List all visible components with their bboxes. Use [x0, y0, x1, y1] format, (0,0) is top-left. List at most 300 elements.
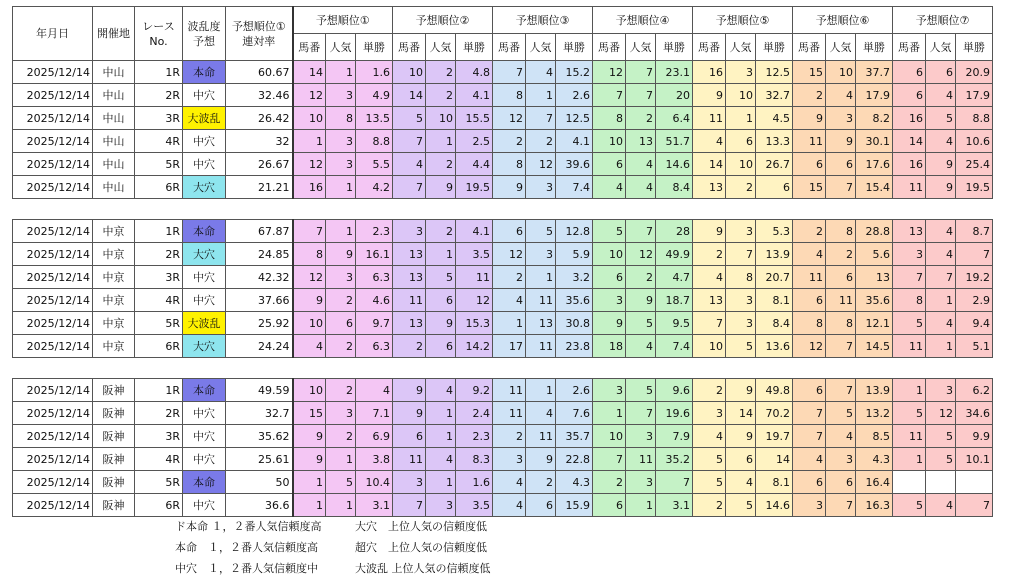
cell-win-odds: 9.2 [456, 379, 493, 402]
cell-rate: 32.7 [226, 402, 293, 425]
cell-popularity: 4 [926, 84, 956, 107]
cell-win-odds: 51.7 [656, 130, 693, 153]
cell-popularity: 4 [426, 379, 456, 402]
cell-level-badge: 中穴 [183, 153, 226, 176]
cell-popularity: 5 [926, 425, 956, 448]
cell-horse-no: 14 [293, 61, 326, 84]
cell-popularity: 4 [826, 425, 856, 448]
cell-popularity: 5 [826, 402, 856, 425]
cell-date: 2025/12/14 [13, 243, 93, 266]
cell-win-odds: 8.5 [856, 425, 893, 448]
cell-win-odds: 2.3 [456, 425, 493, 448]
cell-horse-no: 5 [893, 402, 926, 425]
cell-popularity: 7 [526, 107, 556, 130]
cell-popularity: 4 [926, 220, 956, 243]
cell-horse-no: 6 [793, 289, 826, 312]
cell-horse-no: 2 [693, 243, 726, 266]
cell-level-badge: 中穴 [183, 266, 226, 289]
cell-win-odds: 6.2 [956, 379, 993, 402]
cell-horse-no: 9 [693, 220, 726, 243]
cell-win-odds: 3.1 [356, 494, 393, 517]
cell-horse-no: 2 [693, 494, 726, 517]
header-sub: 馬番 [293, 34, 326, 61]
cell-horse-no: 10 [293, 312, 326, 335]
cell-popularity: 1 [426, 471, 456, 494]
table-row [13, 312, 993, 335]
cell-win-odds: 8.8 [356, 130, 393, 153]
cell-horse-no: 7 [393, 494, 426, 517]
cell-popularity: 1 [926, 335, 956, 358]
cell-horse-no: 9 [393, 379, 426, 402]
cell-win-odds: 5.5 [356, 153, 393, 176]
cell-rate: 25.61 [226, 448, 293, 471]
header-group-7: 予想順位⑦ [893, 7, 993, 34]
cell-popularity: 9 [726, 379, 756, 402]
cell-win-odds: 10.4 [356, 471, 393, 494]
cell-venue: 中京 [93, 289, 135, 312]
header-sub: 馬番 [793, 34, 826, 61]
cell-horse-no: 8 [593, 107, 626, 130]
cell-horse-no: 13 [693, 289, 726, 312]
legend-row [175, 558, 491, 579]
cell-race: 5R [135, 153, 183, 176]
cell-level-badge: 中穴 [183, 402, 226, 425]
cell-popularity: 2 [526, 130, 556, 153]
cell-win-odds: 11 [456, 266, 493, 289]
cell-popularity: 6 [826, 153, 856, 176]
cell-win-odds: 6.9 [356, 425, 393, 448]
cell-venue: 中山 [93, 61, 135, 84]
cell-level-badge: 中穴 [183, 84, 226, 107]
cell-win-odds: 4.6 [356, 289, 393, 312]
cell-race: 4R [135, 289, 183, 312]
cell-popularity: 1 [326, 494, 356, 517]
cell-win-odds: 7 [656, 471, 693, 494]
cell-win-odds: 19.5 [456, 176, 493, 199]
header-sub: 馬番 [593, 34, 626, 61]
cell-popularity: 4 [926, 312, 956, 335]
cell-win-odds: 13.6 [756, 335, 793, 358]
cell-win-odds: 1.6 [456, 471, 493, 494]
cell-horse-no: 16 [893, 107, 926, 130]
header-group-5: 予想順位⑤ [693, 7, 793, 34]
cell-win-odds: 4.3 [856, 448, 893, 471]
cell-level-badge: 大穴 [183, 335, 226, 358]
cell-level-badge: 本命 [183, 379, 226, 402]
cell-win-odds: 7.6 [556, 402, 593, 425]
cell-horse-no: 7 [793, 402, 826, 425]
cell-popularity: 4 [426, 448, 456, 471]
cell-popularity: 14 [726, 402, 756, 425]
cell-popularity: 3 [326, 402, 356, 425]
cell-horse-no: 4 [693, 130, 726, 153]
cell-win-odds: 22.8 [556, 448, 593, 471]
cell-win-odds: 2.5 [456, 130, 493, 153]
cell-popularity: 4 [626, 176, 656, 199]
header-sub: 人気 [826, 34, 856, 61]
cell-win-odds: 4.7 [656, 266, 693, 289]
cell-horse-no: 8 [293, 243, 326, 266]
cell-horse-no: 9 [293, 448, 326, 471]
cell-popularity: 8 [826, 220, 856, 243]
cell-horse-no: 16 [693, 61, 726, 84]
cell-win-odds: 3.1 [656, 494, 693, 517]
cell-win-odds: 4.1 [456, 220, 493, 243]
cell-win-odds: 8.7 [956, 220, 993, 243]
cell-win-odds: 14.2 [456, 335, 493, 358]
cell-win-odds: 23.8 [556, 335, 593, 358]
cell-win-odds: 12.5 [556, 107, 593, 130]
table-row [13, 61, 993, 84]
cell-date: 2025/12/14 [13, 176, 93, 199]
cell-popularity: 5 [326, 471, 356, 494]
cell-horse-no: 6 [593, 494, 626, 517]
cell-win-odds: 12.5 [756, 61, 793, 84]
cell-popularity: 7 [826, 176, 856, 199]
cell-horse-no: 4 [693, 425, 726, 448]
cell-date: 2025/12/14 [13, 425, 93, 448]
legend-value: 大波乱 上位人気の信頼度低 [355, 562, 491, 575]
cell-race: 3R [135, 107, 183, 130]
header-sub: 馬番 [693, 34, 726, 61]
cell-win-odds: 9.7 [356, 312, 393, 335]
cell-horse-no: 3 [593, 289, 626, 312]
cell-level-badge: 大波乱 [183, 312, 226, 335]
cell-horse-no: 4 [293, 335, 326, 358]
cell-date: 2025/12/14 [13, 471, 93, 494]
cell-win-odds: 20 [656, 84, 693, 107]
cell-horse-no: 9 [593, 312, 626, 335]
cell-win-odds: 8.4 [656, 176, 693, 199]
cell-win-odds: 30.8 [556, 312, 593, 335]
table-row [13, 153, 993, 176]
cell-rate: 25.92 [226, 312, 293, 335]
cell-level-badge: 本命 [183, 61, 226, 84]
header-rate: 予想順位① 連対率 [226, 7, 293, 61]
cell-race: 3R [135, 425, 183, 448]
header-sub: 単勝 [356, 34, 393, 61]
cell-popularity: 3 [326, 266, 356, 289]
table-row [13, 176, 993, 199]
cell-popularity: 10 [826, 61, 856, 84]
cell-horse-no: 5 [393, 107, 426, 130]
table-row [13, 402, 993, 425]
cell-horse-no: 13 [393, 266, 426, 289]
cell-popularity: 3 [926, 379, 956, 402]
cell-popularity: 5 [426, 266, 456, 289]
cell-popularity: 4 [626, 153, 656, 176]
cell-horse-no: 6 [493, 220, 526, 243]
cell-venue: 阪神 [93, 471, 135, 494]
header-sub: 馬番 [493, 34, 526, 61]
cell-horse-no: 11 [893, 425, 926, 448]
cell-win-odds: 6.3 [356, 266, 393, 289]
cell-popularity: 2 [426, 153, 456, 176]
cell-horse-no: 16 [293, 176, 326, 199]
cell-horse-no: 2 [793, 84, 826, 107]
header-race: レース No. [135, 7, 183, 61]
table-row [13, 335, 993, 358]
cell-horse-no: 7 [593, 448, 626, 471]
cell-horse-no: 1 [593, 402, 626, 425]
block-gap [13, 358, 993, 379]
legend-key: 本命 １，２番人気信頼度高 [175, 541, 318, 554]
cell-horse-no: 7 [793, 425, 826, 448]
header-sub: 単勝 [556, 34, 593, 61]
cell-win-odds: 7 [956, 243, 993, 266]
cell-win-odds: 35.2 [656, 448, 693, 471]
cell-horse-no: 1 [293, 494, 326, 517]
table-row [13, 130, 993, 153]
cell-horse-no: 4 [493, 471, 526, 494]
cell-horse-no: 2 [393, 335, 426, 358]
cell-horse-no: 3 [593, 379, 626, 402]
cell-horse-no: 5 [893, 312, 926, 335]
cell-race: 5R [135, 312, 183, 335]
cell-popularity [926, 471, 956, 494]
cell-popularity: 1 [326, 448, 356, 471]
cell-win-odds: 35.6 [856, 289, 893, 312]
cell-win-odds: 6.4 [656, 107, 693, 130]
cell-horse-no: 6 [393, 425, 426, 448]
cell-date: 2025/12/14 [13, 494, 93, 517]
cell-popularity: 9 [626, 289, 656, 312]
cell-horse-no: 4 [793, 243, 826, 266]
cell-venue: 中山 [93, 84, 135, 107]
cell-horse-no: 11 [493, 402, 526, 425]
cell-win-odds: 3.5 [456, 494, 493, 517]
cell-popularity: 6 [426, 289, 456, 312]
cell-venue: 中京 [93, 220, 135, 243]
cell-win-odds: 14.5 [856, 335, 893, 358]
table-row [13, 425, 993, 448]
cell-win-odds: 4.5 [756, 107, 793, 130]
cell-horse-no: 6 [893, 84, 926, 107]
cell-race: 2R [135, 84, 183, 107]
cell-win-odds: 7.9 [656, 425, 693, 448]
table-row [13, 494, 993, 517]
cell-win-odds: 37.7 [856, 61, 893, 84]
header-sub: 単勝 [956, 34, 993, 61]
cell-popularity: 2 [726, 176, 756, 199]
header-sub: 人気 [726, 34, 756, 61]
cell-popularity: 1 [526, 84, 556, 107]
cell-horse-no: 3 [393, 471, 426, 494]
header-sub: 単勝 [756, 34, 793, 61]
cell-rate: 32.46 [226, 84, 293, 107]
cell-popularity: 11 [526, 335, 556, 358]
legend [175, 516, 491, 579]
cell-level-badge: 中穴 [183, 130, 226, 153]
cell-popularity: 3 [626, 425, 656, 448]
legend-value: 超穴 上位人気の信頼度低 [355, 541, 487, 554]
cell-win-odds: 4 [356, 379, 393, 402]
header-sub: 単勝 [856, 34, 893, 61]
cell-horse-no: 9 [493, 176, 526, 199]
cell-horse-no: 11 [893, 335, 926, 358]
cell-popularity: 8 [326, 107, 356, 130]
cell-popularity: 4 [526, 402, 556, 425]
cell-popularity: 4 [526, 61, 556, 84]
cell-win-odds: 15.3 [456, 312, 493, 335]
cell-win-odds: 7.4 [656, 335, 693, 358]
cell-popularity: 4 [626, 335, 656, 358]
cell-win-odds: 28.8 [856, 220, 893, 243]
cell-popularity: 4 [826, 84, 856, 107]
legend-key: 中穴 １，２番人気信頼度中 [175, 562, 318, 575]
cell-popularity: 2 [326, 289, 356, 312]
cell-horse-no: 13 [893, 220, 926, 243]
header-group-1: 予想順位① [293, 7, 393, 34]
cell-rate: 24.24 [226, 335, 293, 358]
cell-horse-no: 8 [793, 312, 826, 335]
cell-popularity: 3 [326, 84, 356, 107]
cell-popularity: 9 [526, 448, 556, 471]
cell-popularity: 6 [826, 471, 856, 494]
cell-horse-no: 9 [293, 425, 326, 448]
cell-win-odds: 7 [956, 494, 993, 517]
cell-horse-no: 10 [593, 425, 626, 448]
cell-win-odds: 4.9 [356, 84, 393, 107]
cell-date: 2025/12/14 [13, 220, 93, 243]
table-row [13, 266, 993, 289]
cell-level-badge: 大穴 [183, 176, 226, 199]
cell-horse-no: 8 [493, 153, 526, 176]
cell-win-odds: 10.6 [956, 130, 993, 153]
cell-popularity: 6 [826, 266, 856, 289]
cell-popularity: 5 [926, 448, 956, 471]
header-group-3: 予想順位③ [493, 7, 593, 34]
cell-horse-no: 7 [593, 84, 626, 107]
cell-win-odds: 19.5 [956, 176, 993, 199]
cell-horse-no: 9 [693, 84, 726, 107]
cell-horse-no: 2 [793, 220, 826, 243]
cell-level-badge: 中穴 [183, 425, 226, 448]
cell-popularity: 5 [626, 312, 656, 335]
cell-win-odds: 16.4 [856, 471, 893, 494]
cell-popularity: 10 [426, 107, 456, 130]
legend-row [175, 516, 491, 537]
cell-popularity: 2 [626, 107, 656, 130]
cell-horse-no: 11 [893, 176, 926, 199]
cell-rate: 35.62 [226, 425, 293, 448]
cell-horse-no: 7 [393, 176, 426, 199]
cell-race: 6R [135, 335, 183, 358]
cell-popularity: 7 [626, 84, 656, 107]
cell-popularity: 1 [326, 220, 356, 243]
cell-win-odds: 32.7 [756, 84, 793, 107]
header-group-2: 予想順位② [393, 7, 493, 34]
cell-horse-no: 6 [793, 379, 826, 402]
cell-popularity: 3 [426, 494, 456, 517]
cell-horse-no: 18 [593, 335, 626, 358]
cell-horse-no: 11 [493, 379, 526, 402]
cell-horse-no: 15 [793, 176, 826, 199]
cell-win-odds: 15.4 [856, 176, 893, 199]
cell-horse-no: 15 [293, 402, 326, 425]
cell-popularity: 1 [426, 243, 456, 266]
cell-rate: 49.59 [226, 379, 293, 402]
cell-horse-no: 7 [393, 130, 426, 153]
header-sub: 単勝 [656, 34, 693, 61]
cell-popularity: 4 [926, 130, 956, 153]
cell-venue: 中京 [93, 335, 135, 358]
cell-popularity: 5 [626, 379, 656, 402]
cell-win-odds: 5.3 [756, 220, 793, 243]
cell-popularity: 8 [726, 266, 756, 289]
cell-venue: 阪神 [93, 494, 135, 517]
cell-win-odds: 13 [856, 266, 893, 289]
cell-horse-no: 12 [293, 266, 326, 289]
cell-rate: 36.6 [226, 494, 293, 517]
cell-win-odds: 2.9 [956, 289, 993, 312]
cell-win-odds: 9.6 [656, 379, 693, 402]
cell-win-odds: 1.6 [356, 61, 393, 84]
cell-race: 6R [135, 494, 183, 517]
cell-horse-no: 10 [293, 379, 326, 402]
cell-popularity: 12 [626, 243, 656, 266]
cell-horse-no: 10 [393, 61, 426, 84]
cell-date: 2025/12/14 [13, 379, 93, 402]
cell-popularity: 10 [726, 153, 756, 176]
cell-popularity: 9 [726, 425, 756, 448]
cell-race: 2R [135, 243, 183, 266]
cell-win-odds: 4.8 [456, 61, 493, 84]
cell-horse-no: 15 [793, 61, 826, 84]
cell-rate: 26.67 [226, 153, 293, 176]
cell-popularity: 7 [826, 494, 856, 517]
cell-win-odds: 4.1 [556, 130, 593, 153]
cell-win-odds: 14.6 [756, 494, 793, 517]
cell-win-odds: 13.3 [756, 130, 793, 153]
cell-horse-no: 12 [293, 153, 326, 176]
cell-popularity: 2 [326, 379, 356, 402]
cell-horse-no: 7 [893, 266, 926, 289]
cell-popularity: 3 [526, 176, 556, 199]
cell-horse-no: 5 [893, 494, 926, 517]
cell-horse-no [893, 471, 926, 494]
cell-popularity: 8 [826, 312, 856, 335]
cell-horse-no: 11 [793, 130, 826, 153]
cell-level-badge: 大波乱 [183, 107, 226, 130]
cell-horse-no: 2 [493, 425, 526, 448]
cell-popularity: 3 [526, 243, 556, 266]
cell-venue: 中京 [93, 312, 135, 335]
header-sub: 馬番 [393, 34, 426, 61]
cell-popularity: 9 [326, 243, 356, 266]
cell-venue: 阪神 [93, 379, 135, 402]
cell-date: 2025/12/14 [13, 266, 93, 289]
cell-win-odds: 49.9 [656, 243, 693, 266]
cell-popularity: 6 [526, 494, 556, 517]
cell-horse-no: 10 [693, 335, 726, 358]
cell-horse-no: 9 [293, 289, 326, 312]
cell-popularity: 3 [626, 471, 656, 494]
cell-win-odds: 2.6 [556, 379, 593, 402]
block-gap [13, 199, 993, 220]
cell-popularity: 1 [426, 425, 456, 448]
table-row [13, 448, 993, 471]
cell-horse-no: 11 [793, 266, 826, 289]
cell-popularity: 7 [626, 402, 656, 425]
cell-race: 1R [135, 220, 183, 243]
cell-win-odds: 39.6 [556, 153, 593, 176]
cell-popularity: 6 [426, 335, 456, 358]
cell-horse-no: 1 [893, 379, 926, 402]
cell-win-odds: 8.1 [756, 289, 793, 312]
cell-date: 2025/12/14 [13, 130, 93, 153]
cell-win-odds: 14.6 [656, 153, 693, 176]
